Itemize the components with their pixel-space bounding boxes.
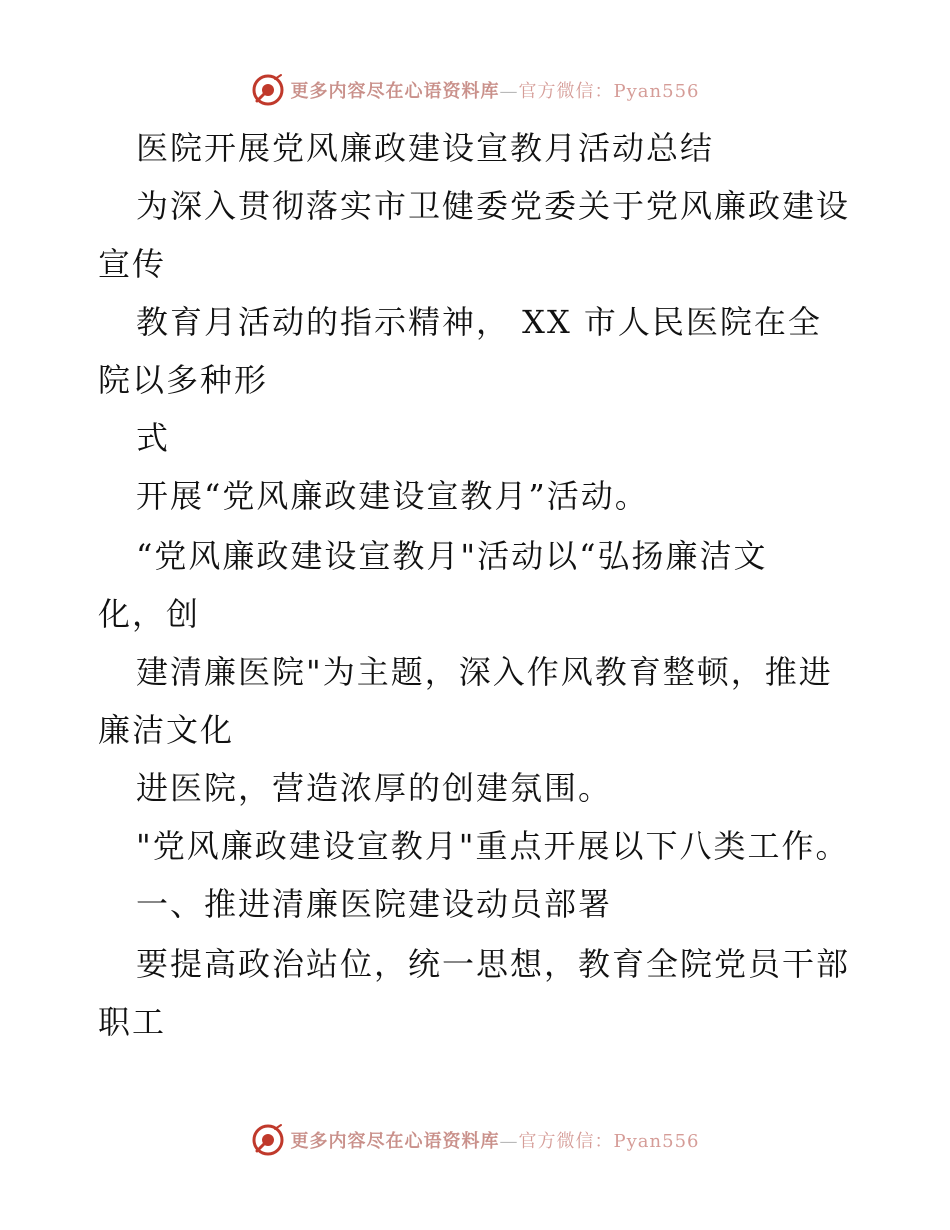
paragraph-line: 化，创 [98,595,201,633]
paragraph-line: "党风廉政建设宣教月"重点开展以下八类工作。 [136,827,850,865]
paragraph-line: 院以多种形 [98,361,269,399]
banner-separator: — [499,81,519,102]
banner-text [291,77,700,103]
paragraph-line: 开展“党风廉政建设宣教月”活动。 [136,477,649,515]
paragraph-line: 式 [136,419,171,457]
paragraph-line: 为深入贯彻落实市卫健委党委关于党风廉政建设 [136,187,851,225]
banner-site-name: 更多内容尽在心语资料库 [290,81,500,102]
banner-separator: — [499,1131,519,1152]
brand-logo-icon [251,1123,285,1157]
paragraph-line: 宣传 [98,245,167,283]
banner-wechat: 官方微信：Pyan556 [518,81,700,102]
paragraph-line: 教育月活动的指示精神， XX 市人民医院在全 [136,303,822,341]
brand-logo-icon [251,73,285,107]
banner-text [291,1127,700,1153]
header-watermark-banner [0,70,950,110]
paragraph-line: 廉洁文化 [98,711,235,749]
paragraph-line: 进医院，营造浓厚的创建氛围。 [136,769,613,807]
banner-wechat: 官方微信：Pyan556 [518,1131,700,1152]
paragraph-line: 建清廉医院"为主题，深入作风教育整顿，推进 [136,653,833,691]
document-title: 医院开展党风廉政建设宣教月活动总结 [136,129,715,167]
paragraph-line: 要提高政治站位，统一思想，教育全院党员干部 [136,945,851,983]
paragraph-line: 职工 [98,1003,167,1041]
footer-watermark-banner [0,1120,950,1160]
paragraph-line: “党风廉政建设宣教月"活动以“弘扬廉洁文 [136,537,768,575]
banner-site-name: 更多内容尽在心语资料库 [290,1131,500,1152]
section-heading: 一、推进清廉医院建设动员部署 [136,885,613,923]
